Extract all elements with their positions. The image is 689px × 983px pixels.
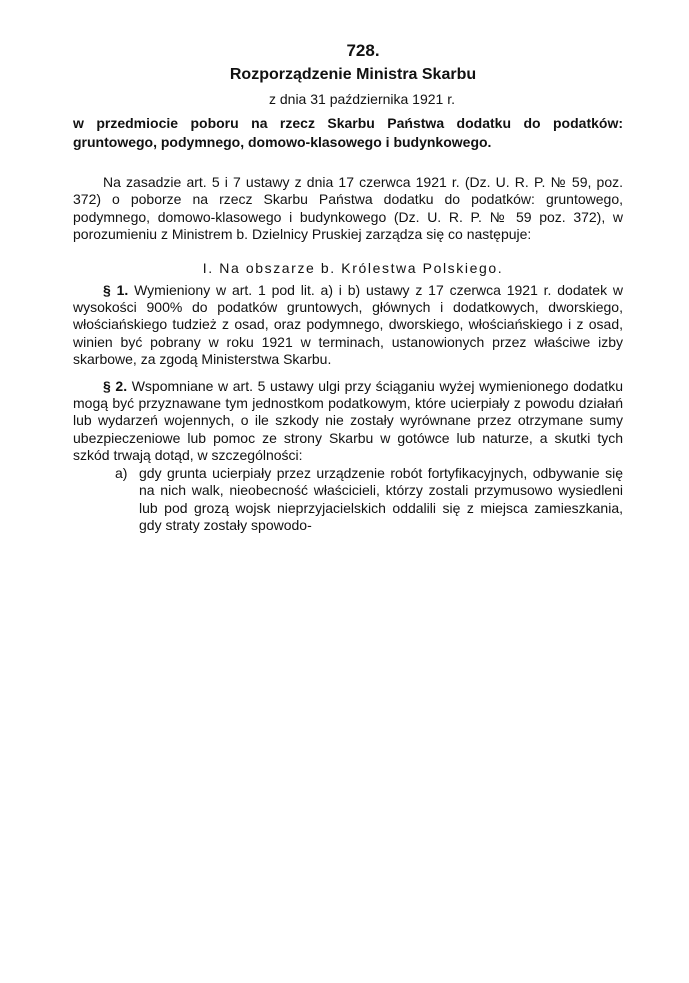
list-item-text: gdy grunta ucierpiały przez urządzenie robót fortyfikacyjnych, odbywanie się na nich walk, nieobecność właścicieli, którzy zostali przymusowo wysiedleni lub pod grozą wojsk nieprzyjacielskich oddalili się z miejsca zamieszkania, gdy straty zostały spowodo- [139, 464, 623, 533]
act-title: Rozporządzenie Ministra Skarbu [229, 66, 477, 83]
paragraph-1-text: Wymieniony w art. 1 pod lit. a) i b) ustawy z 17 czerwca 1921 r. dodatek w wysokości 900% do podatków gruntowych, głównych i dodatkowych, dworskiego, włościańskiego tudzież z osad, oraz podymnego, dworskiego, włościańskiego i z osad, winien być pobrany w roku 1921 w terminach, ustanowionych przez właściwe izby skarbowe, za zgodą Ministerstwa Skarbu. [73, 281, 624, 368]
paragraph-1 [73, 282, 623, 369]
act-subject: w przedmiocie poboru na rzecz Skarbu Państwa dodatku do podatków: gruntowego, podymnego, domowo-klasowego i budynkowego. [73, 115, 623, 150]
list-item-mark: a) [115, 464, 128, 481]
act-date: z dnia 31 października 1921 r. [268, 91, 455, 107]
paragraph-2-list [73, 465, 623, 535]
paragraph-2-symbol: § 2. [103, 377, 128, 394]
list-item [73, 465, 623, 535]
paragraph-1-symbol: § 1. [103, 281, 129, 298]
preamble: Na zasadzie art. 5 i 7 ustawy z dnia 17 czerwca 1921 r. (Dz. U. R. P. № 59, poz. 372) o poborze na rzecz Skarbu Państwa dodatku do podatków: gruntowego, podymnego, domowo-klasowego i budynkowego (Dz. U. R. P. № 59 poz. 372), w porozumieniu z Ministrem b. Dzielnicy Pruskiej zarządza się co następuje: [73, 174, 623, 243]
paragraph-2 [73, 378, 623, 465]
document-page [73, 40, 623, 534]
act-number: 728. [346, 41, 380, 60]
paragraph-2-text: Wspomniane w art. 5 ustawy ulgi przy ściąganiu wyżej wymienionego dodatku mogą być przyznawane tym jednostkom podatkowym, które ucierpiały z powodu działań lub wydarzeń wojennych, o ile szkody nie zostały wyrównane przez otrzymane sumy ubezpieczeniowe lub pomoc ze strony Skarbu w gotówce lub naturze, a skutki tych szkód trwają dotąd, w szczególności: [73, 377, 624, 464]
section-heading: I. Na obszarze b. Królestwa Polskiego. [202, 259, 504, 276]
